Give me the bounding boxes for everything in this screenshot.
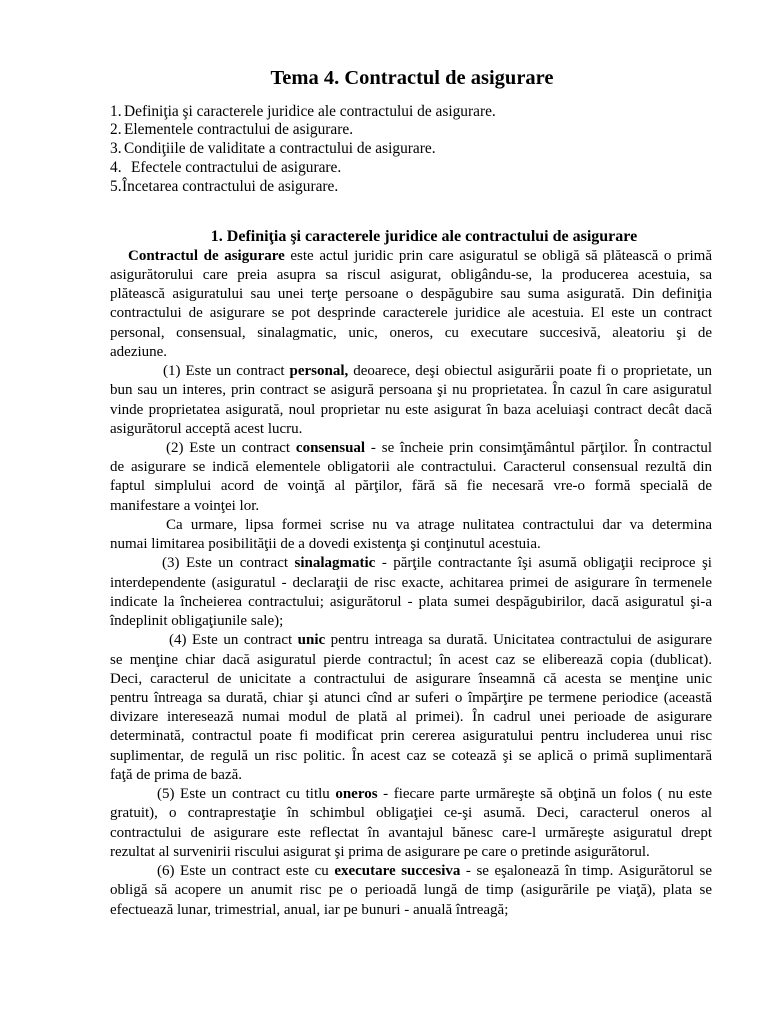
paragraph-synallagmatic [110, 554, 712, 631]
bold-term: consensual [295, 439, 366, 456]
text-line [110, 247, 712, 266]
outline-item-text: Încetarea contractului de asigurare. [122, 177, 339, 195]
text-line [110, 862, 712, 881]
text-run: - părţile contractante îşi asumă obligaţii reciproce şi [375, 555, 712, 572]
text-line: îndeplinit obligaţiunile sale); [110, 613, 284, 630]
text-line [110, 785, 712, 804]
text-line: determinată, contractul poate fi modificat prin cererea asiguratului pentru includerea unui risc [110, 728, 712, 745]
text-run: (2) Este un contract [166, 439, 296, 456]
outline-item-text: Elementele contractului de asigurare. [124, 121, 354, 139]
outline-item-number: 3. [110, 140, 122, 158]
text-line: asigurătorul acceptă acest lucru. [110, 420, 303, 437]
paragraph-consensual [110, 439, 712, 516]
text-line: interdependente (asiguratul - declaraţii de risc exacte, achitarea primei de asigurare în termenele [110, 574, 712, 591]
bold-term: personal, [289, 363, 349, 380]
text-line: se menţine chiar dacă asiguratul pierde contractul; în acest caz se eliberează copia (dublicat). [110, 651, 712, 668]
bold-term: oneros [335, 786, 378, 803]
bold-term: sinalagmatic [294, 555, 376, 572]
text-line: obligă să acopere un anumit risc pe o perioadă lungă de timp (asigurările pe viaţă), plata se [110, 882, 712, 899]
text-line [110, 362, 712, 381]
text-line: plătească asiguratului sau unei terţe persoane o despăgubire sau suma asigurată. Din definiţia [110, 286, 712, 303]
text-line: Deci, caracterul de unicitate a contractului de asigurare înseamnă că acesta se menţine unic [110, 670, 712, 687]
text-line: asigurătorului care preia asupra sa riscul asigurat, obligându-se, la producerea acestuia, sa [110, 266, 712, 283]
outline-item-text: Efectele contractului de asigurare. [131, 158, 342, 176]
text-run: (3) Este un contract [162, 555, 295, 572]
text-line [110, 554, 712, 573]
text-run: - se eşalonează în timp. Asigurătorul se [460, 863, 712, 880]
topic-outline [110, 103, 712, 197]
text-line: divizare interesează numai modul de plată al primei). În cadrul unei perioade de asigurare [110, 709, 712, 726]
text-line [110, 439, 712, 458]
text-line: contractului de asigurare se pot desprinde caracterele juridice ale acestuia. El este un contract [110, 305, 712, 322]
text-line: personal, consensual, sinalagmatic, unic, oneros, cu executare succesivă, aleatoriu şi de [110, 324, 712, 341]
outline-item-text: Definiţia şi caracterele juridice ale contractului de asigurare. [124, 102, 496, 120]
paragraph-unique [110, 631, 712, 785]
bold-term: Contractul de asigurare [128, 247, 285, 264]
text-line: efectuează lunar, trimestrial, anual, iar pe bunuri - anuală întreagă; [110, 901, 509, 918]
text-run: pentru intreaga sa durată. Unicitatea contractului de asigurare [325, 632, 712, 649]
text-run: este actul juridic prin care asiguratul se obligă să plătească o primă [284, 247, 712, 264]
outline-item [110, 178, 712, 197]
text-line: bun sau un interes, prin contract se asigură persoana şi nu proprietatea. În cazul în care asiguratul [110, 382, 712, 399]
text-line: adeziune. [110, 343, 168, 360]
section-body [110, 247, 712, 920]
outline-item-number: 1. [110, 102, 122, 120]
text-run: (1) Este un contract [163, 363, 290, 380]
text-line: faptul simplului acord de voinţă al părţilor, fără să fie necesară vre-o formă specială de [110, 478, 712, 495]
section-definition [110, 227, 712, 919]
text-run: (4) Este un contract [169, 632, 298, 649]
outline-item [110, 103, 712, 122]
text-run: (6) Este un contract este cu [157, 863, 335, 880]
outline-item [110, 121, 712, 140]
text-line: rezultat al survenirii riscului asigurat şi prima de asigurare pe care o pretinde asigurătorul. [110, 843, 650, 860]
text-line: contractului de asigurare este reflectat în avantajul bănesc care-l urmăreşte asiguratul drept [110, 824, 712, 841]
document-title: Tema 4. Contractul de asigurare [270, 67, 554, 89]
text-line: indicate la încheierea contractului; asigurătorul - plata sumei despăgubirilor, dacă asiguratul şi-a [110, 593, 712, 610]
text-run: (5) Este un contract cu titlu [157, 786, 336, 803]
text-line: pentru întreaga sa durată, chiar şi atunci cînd ar suferi o împărţire pe termene periodice (această [110, 690, 712, 707]
text-line: Ca urmare, lipsa formei scrise nu va atrage nulitatea contractului dar va determina [166, 516, 712, 533]
text-line: faţă de prima de bază. [110, 766, 243, 783]
text-line: gratuit), o contraprestaţie în schimbul obligaţiei ce-şi asumă. Deci, caracterul oneros al [110, 805, 712, 822]
paragraph-successive-execution [110, 862, 712, 920]
text-line: manifestare a voinţei lor. [110, 497, 260, 514]
text-line: de asigurare se indică elementele obligatorii ale contractului. Caracterul consensual rezultă din [110, 459, 712, 476]
text-line: vinde proprietatea asigurată, noul proprietar nu este asigurat în baza aceluiaşi contract decât dacă [110, 401, 712, 418]
outline-item [110, 140, 712, 159]
bold-term: executare succesiva [334, 863, 461, 880]
outline-item-number: 4. [110, 158, 122, 176]
paragraph-personal [110, 362, 712, 439]
outline-item [110, 159, 712, 178]
section-heading: 1. Definiţia şi caracterele juridice ale contractului de asigurare [210, 228, 638, 246]
text-run: - fiecare parte urmăreşte să obţină un folos ( nu este [377, 786, 712, 803]
outline-item-text: Condiţiile de validitate a contractului de asigurare. [124, 140, 436, 158]
outline-item-number: 2. [110, 121, 122, 139]
text-line: numai limitarea posibilităţii de a dovedi existenţa şi conţinutul acestuia. [110, 536, 541, 553]
text-run: - se încheie prin consimţământul părţilor. În contractul [365, 439, 712, 456]
paragraph-consensual-consequence [110, 516, 712, 554]
outline-item-number: 5. [110, 177, 122, 195]
paragraph-definition [110, 247, 712, 362]
text-line: suplimentar, de regulă un risc politic. În acest caz se cotează şi se aplică o primă suplimentară [110, 747, 712, 764]
text-line [110, 631, 712, 650]
text-run: deoarece, deşi obiectul asigurării poate fi o proprietate, un [348, 363, 712, 380]
paragraph-onerous [110, 785, 712, 862]
bold-term: unic [297, 632, 326, 649]
